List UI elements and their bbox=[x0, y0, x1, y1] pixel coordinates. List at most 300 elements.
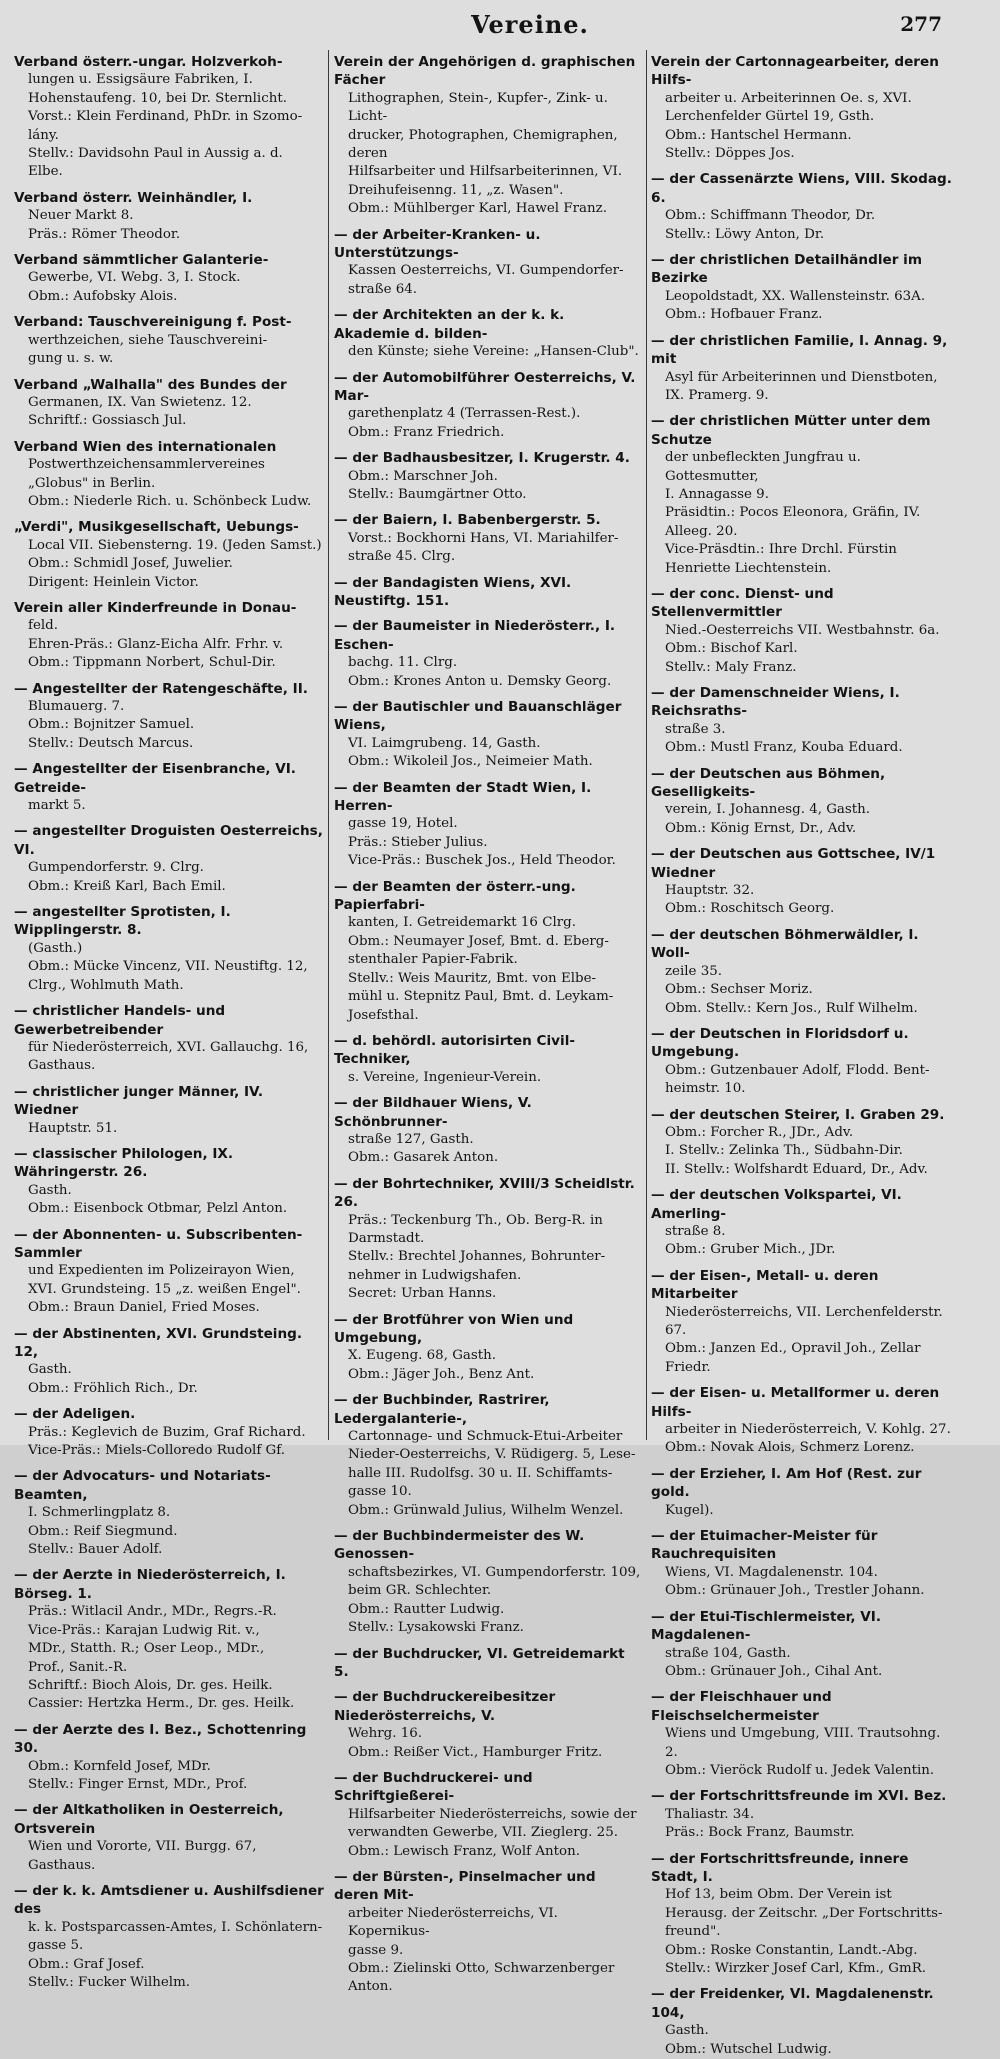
entry-detail-line: lány. bbox=[28, 127, 59, 143]
entry-detail-line: Nieder-Oesterreichs, V. Rüdigerg. 5, Lese- bbox=[348, 1447, 636, 1463]
directory-entry bbox=[14, 438, 324, 512]
entry-detail-line: (Gasth.) bbox=[28, 940, 83, 956]
entry-detail-line: gasse 10. bbox=[348, 1484, 412, 1500]
entry-detail-line: Obm.: König Ernst, Dr., Adv. bbox=[665, 820, 857, 836]
entry-heading: Verband österr. Weinhändler, I. bbox=[14, 189, 253, 206]
directory-entry bbox=[334, 1868, 642, 1997]
directory-entry bbox=[651, 1688, 953, 1780]
directory-entry bbox=[334, 1688, 642, 1762]
entry-heading: Verband sämmtlicher Galanterie- bbox=[14, 252, 269, 269]
entry-detail-line: Vice-Präs.: Miels-Colloredo Rudolf Gf. bbox=[28, 1443, 285, 1459]
entry-heading: — der Bildhauer Wiens, V. Schönbrunner- bbox=[334, 1095, 532, 1130]
entry-detail-line: verwandten Gewerbe, VII. Zieglerg. 25. bbox=[348, 1825, 618, 1841]
entry-detail-line: Germanen, IX. Van Swietenz. 12. bbox=[28, 394, 252, 410]
entry-detail-line: Thaliastr. 34. bbox=[665, 1806, 755, 1822]
entry-detail-line: feld. bbox=[28, 618, 58, 634]
directory-entry bbox=[334, 1645, 642, 1682]
directory-entry bbox=[334, 1175, 642, 1304]
entry-detail-line: lungen u. Essigsäure Fabriken, I. bbox=[28, 72, 253, 88]
entry-heading: — der Badhausbesitzer, I. Krugerstr. 4. bbox=[334, 450, 630, 467]
entry-detail-line: Stellv.: Deutsch Marcus. bbox=[28, 735, 194, 751]
entry-detail-line: Wien und Vororte, VII. Burgg. 67, bbox=[28, 1839, 257, 1855]
entry-heading: — der Deutschen aus Böhmen, Geselligkeits- bbox=[651, 765, 886, 801]
entry-detail-line: Schriftf.: Bioch Alois, Dr. ges. Heilk. bbox=[28, 1677, 273, 1693]
entry-detail-line: Gasth. bbox=[28, 1362, 72, 1378]
entry-detail-line: gasse 19, Hotel. bbox=[348, 816, 458, 832]
entry-detail-line: VI. Laimgrubeng. 14, Gasth. bbox=[348, 735, 541, 751]
entry-detail-line: drucker, Photographen, Chemigraphen, deren bbox=[348, 127, 618, 162]
entry-detail-line: Ehren-Präs.: Glanz-Eicha Alfr. Frhr. v. bbox=[28, 636, 284, 652]
entry-heading: — der Baumeister in Niederösterr., I. Eschen- bbox=[334, 618, 616, 653]
entry-detail-line: Vice-Präs.: Karajan Ludwig Rit. v., bbox=[28, 1622, 260, 1638]
entry-detail-line: Präs.: Bock Franz, Baumstr. bbox=[665, 1825, 855, 1841]
directory-entry bbox=[651, 1527, 953, 1601]
directory-entry bbox=[14, 1801, 324, 1875]
entry-heading: Verband: Tauschvereinigung f. Post- bbox=[14, 314, 292, 331]
entry-detail-line: Obm.: Rautter Ludwig. bbox=[348, 1601, 505, 1617]
directory-entry bbox=[14, 1002, 324, 1076]
entry-detail-line: Obm.: Neumayer Josef, Bmt. d. Eberg- bbox=[348, 933, 609, 949]
directory-entry bbox=[14, 1325, 324, 1399]
entry-detail-line: Gewerbe, VI. Webg. 3, I. Stock. bbox=[28, 270, 241, 286]
directory-entry bbox=[651, 251, 953, 325]
entry-detail-line: Dirigent: Heinlein Victor. bbox=[28, 574, 199, 590]
directory-entry bbox=[334, 306, 642, 361]
entry-detail-line: Obm.: Niederle Rich. u. Schönbeck Ludw. bbox=[28, 493, 312, 509]
entry-detail-line: Obm.: Eisenbock Otbmar, Pelzl Anton. bbox=[28, 1201, 288, 1217]
entry-detail-line: Obm.: Graf Josef. bbox=[28, 1956, 145, 1972]
entry-detail-line: Niederösterreichs, VII. Lerchenfelderstr. 67. bbox=[665, 1304, 943, 1338]
entry-heading: — der Architekten an der k. k. Akademie d. bilden- bbox=[334, 307, 565, 342]
entry-heading: — der Erzieher, I. Am Hof (Rest. zur gold. bbox=[651, 1465, 922, 1501]
entry-heading: — der Advocaturs- und Notariats-Beamten, bbox=[14, 1468, 271, 1503]
column-right bbox=[651, 53, 953, 2057]
entry-detail-line: werthzeichen, siehe Tauschvereini- bbox=[28, 332, 268, 348]
entry-detail-line: Obm.: Roschitsch Georg. bbox=[665, 901, 835, 917]
entry-heading: Verein aller Kinderfreunde in Donau- bbox=[14, 599, 297, 616]
entry-detail-line: Kassen Oesterreichs, VI. Gumpendorfer- bbox=[348, 263, 624, 279]
entry-detail-line: Hof 13, beim Obm. Der Verein ist bbox=[665, 1887, 892, 1903]
entry-detail-line: Obm.: Grünauer Joh., Trestler Johann. bbox=[665, 1583, 925, 1599]
entry-heading: — christlicher Handels- und Gewerbetreibender bbox=[14, 1003, 226, 1038]
directory-entry bbox=[334, 698, 642, 772]
entry-heading: — der Fleischhauer und Fleischselchermeister bbox=[651, 1689, 832, 1724]
directory-entry bbox=[14, 518, 324, 592]
entry-detail-line: Gasthaus. bbox=[28, 1857, 96, 1873]
entry-detail-line: Josefsthal. bbox=[348, 1007, 419, 1023]
entry-detail-line: Obm.: Sechser Moriz. bbox=[665, 982, 813, 998]
entry-detail-line: Obm.: Gutzenbauer Adolf, Flodd. Bent- bbox=[665, 1062, 930, 1078]
entry-heading: — der Bohrtechniker, XVIII/3 Scheidlstr. 26. bbox=[334, 1175, 635, 1211]
entry-detail-line: Präs.: Keglevich de Buzim, Graf Richard. bbox=[28, 1424, 306, 1440]
entry-detail-line: Präs.: Römer Theodor. bbox=[28, 226, 181, 242]
entry-detail-line: gasse 5. bbox=[28, 1938, 84, 1954]
entry-detail-line: straße 104, Gasth. bbox=[665, 1645, 791, 1661]
entry-detail-line: Präs.: Stieber Julius. bbox=[348, 834, 488, 850]
entry-heading: — der Automobilführer Oesterreichs, V. Mar- bbox=[334, 369, 636, 404]
directory-entry bbox=[14, 1226, 324, 1318]
entry-detail-line: Präsidtin.: Pocos Eleonora, Gräfin, IV. bbox=[665, 505, 921, 521]
entry-heading: — der Cassenärzte Wiens, VIII. Skodag. 6. bbox=[651, 171, 952, 206]
directory-entry bbox=[334, 53, 642, 219]
entry-detail-line: Stellv.: Weis Mauritz, Bmt. von Elbe- bbox=[348, 970, 597, 986]
entry-detail-line: straße 45. Clrg. bbox=[348, 549, 456, 565]
entry-detail-line: straße 64. bbox=[348, 281, 418, 297]
entry-detail-line: Alleeg. 20. bbox=[665, 523, 738, 539]
entry-heading: Verband Wien des internationalen bbox=[14, 438, 277, 455]
entry-heading: — der deutschen Böhmerwäldler, I. Woll- bbox=[651, 926, 919, 962]
entry-heading: — der Beamten der Stadt Wien, I. Herren- bbox=[334, 779, 592, 815]
entry-heading: — der Baiern, I. Babenbergerstr. 5. bbox=[334, 512, 601, 529]
entry-heading: — der Abstinenten, XVI. Grundsteing. 12, bbox=[14, 1325, 303, 1360]
entry-detail-line: der unbefleckten Jungfrau u. Gottesmutter, bbox=[665, 450, 861, 484]
directory-entry bbox=[651, 1186, 953, 1260]
entry-detail-line: MDr., Statth. R.; Oser Leop., MDr., bbox=[28, 1641, 265, 1657]
directory-entry bbox=[651, 170, 953, 244]
entry-detail-line: Stellv.: Bauer Adolf. bbox=[28, 1542, 163, 1558]
directory-entry bbox=[14, 822, 324, 896]
directory-entry bbox=[651, 1787, 953, 1842]
entry-detail-line: garethenplatz 4 (Terrassen-Rest.). bbox=[348, 406, 581, 422]
entry-detail-line: Obm.: Wutschel Ludwig. bbox=[665, 2041, 832, 2057]
column-divider bbox=[328, 50, 329, 1440]
directory-entry bbox=[651, 1608, 953, 1682]
entry-detail-line: Obm.: Schiffmann Theodor, Dr. bbox=[665, 208, 876, 224]
directory-entry bbox=[651, 1025, 953, 1099]
entry-heading: — der Etuimacher-Meister für Rauchrequisiten bbox=[651, 1528, 878, 1563]
directory-entry bbox=[14, 251, 324, 306]
entry-detail-line: Obm.: Novak Alois, Schmerz Lorenz. bbox=[665, 1440, 915, 1456]
directory-entry bbox=[651, 684, 953, 758]
directory-entry bbox=[651, 412, 953, 578]
entry-detail-line: Gasthaus. bbox=[28, 1058, 96, 1074]
entry-heading: — der christlichen Familie, I. Annag. 9, mit bbox=[651, 332, 948, 368]
entry-heading: — der Arbeiter-Kranken- u. Unterstützungs- bbox=[334, 226, 541, 262]
entry-detail-line: straße 3. bbox=[665, 721, 726, 737]
entry-detail-line: Präs.: Teckenburg Th., Ob. Berg-R. in bbox=[348, 1212, 603, 1228]
entry-detail-line: zeile 35. bbox=[665, 963, 723, 979]
entry-detail-line: gung u. s. w. bbox=[28, 351, 114, 367]
entry-detail-line: Hilfsarbeiter Niederösterreichs, sowie der bbox=[348, 1806, 637, 1822]
entry-detail-line: Lerchenfelder Gürtel 19, Gsth. bbox=[665, 109, 875, 125]
entry-detail-line: Obm.: Vieröck Rudolf u. Jedek Valentin. bbox=[665, 1762, 935, 1778]
entry-detail-line: Obm.: Reißer Vict., Hamburger Fritz. bbox=[348, 1744, 603, 1760]
column-left bbox=[14, 53, 324, 1990]
directory-entry bbox=[334, 1311, 642, 1385]
entry-detail-line: mühl u. Stepnitz Paul, Bmt. d. Leykam- bbox=[348, 989, 614, 1005]
entry-detail-line: Obm.: Hantschel Hermann. bbox=[665, 127, 852, 143]
entry-heading: — der Buchbinder, Rastrirer, Ledergalanterie-, bbox=[334, 1392, 550, 1427]
entry-detail-line: Henriette Liechtenstein. bbox=[665, 560, 832, 576]
entry-detail-line: für Niederösterreich, XVI. Gallauchg. 16, bbox=[28, 1039, 309, 1055]
entry-heading: Verband „Walhalla" des Bundes der bbox=[14, 376, 287, 393]
entry-detail-line: Hilfsarbeiter und Hilfsarbeiterinnen, VI. bbox=[348, 164, 623, 180]
entry-detail-line: Hohenstaufeng. 10, bei Dr. Sternlicht. bbox=[28, 90, 287, 106]
entry-heading: — angestellter Sprotisten, I. Wipplingerstr. 8. bbox=[14, 904, 231, 939]
entry-detail-line: Local VII. Siebensterng. 19. (Jeden Samst.) bbox=[28, 537, 322, 553]
entry-detail-line: Obm.: Mücke Vincenz, VII. Neustiftg. 12, bbox=[28, 959, 308, 975]
entry-detail-line: Stellv.: Fucker Wilhelm. bbox=[28, 1975, 191, 1990]
directory-entry bbox=[14, 1566, 324, 1713]
entry-detail-line: Wiens und Umgebung, VIII. Trautsohng. 2. bbox=[665, 1726, 941, 1760]
entry-heading: — der Buchbindermeister des W. Genossen- bbox=[334, 1528, 585, 1563]
entry-detail-line: Obm. Stellv.: Kern Jos., Rulf Wilhelm. bbox=[665, 1000, 918, 1016]
entry-detail-line: Obm.: Zielinski Otto, Schwarzenberger bbox=[348, 1961, 615, 1976]
entry-detail-line: Vice-Präs.: Buschek Jos., Held Theodor. bbox=[348, 853, 616, 869]
entry-detail-line: Obm.: Kreiß Karl, Bach Emil. bbox=[28, 878, 226, 894]
entry-detail-line: halle III. Rudolfsg. 30 u. II. Schiffamts- bbox=[348, 1465, 613, 1481]
directory-entry bbox=[14, 1083, 324, 1138]
directory-entry bbox=[651, 1267, 953, 1377]
entry-detail-line: schaftsbezirkes, VI. Gumpendorferstr. 109, bbox=[348, 1564, 641, 1580]
entry-heading: — der conc. Dienst- und Stellenvermittler bbox=[651, 585, 834, 621]
entry-detail-line: Stellv.: Finger Ernst, MDr., Prof. bbox=[28, 1776, 248, 1792]
directory-entry bbox=[14, 903, 324, 995]
entry-detail-line: Hauptstr. 51. bbox=[28, 1120, 118, 1136]
entry-detail-line: Obm.: Marschner Joh. bbox=[348, 468, 498, 484]
directory-entry bbox=[14, 599, 324, 673]
directory-entry bbox=[651, 1384, 953, 1458]
entry-detail-line: den Künste; siehe Vereine: „Hansen-Club". bbox=[348, 344, 639, 360]
directory-entry bbox=[334, 449, 642, 504]
entry-detail-line: Obm.: Tippmann Norbert, Schul-Dir. bbox=[28, 655, 276, 671]
entry-detail-line: Obm.: Forcher R., JDr., Adv. bbox=[665, 1124, 854, 1140]
entry-detail-line: Obm.: Gasarek Anton. bbox=[348, 1150, 499, 1166]
directory-entry bbox=[14, 760, 324, 815]
entry-detail-line: heimstr. 10. bbox=[665, 1081, 746, 1097]
entry-detail-line: nehmer in Ludwigshafen. bbox=[348, 1267, 522, 1283]
entry-heading: — der Abonnenten- u. Subscribenten-Sammler bbox=[14, 1226, 303, 1261]
entry-heading: — der Fortschrittsfreunde im XVI. Bez. bbox=[651, 1788, 947, 1805]
entry-detail-line: Stellv.: Davidsohn Paul in Aussig a. d. bbox=[28, 146, 283, 162]
entry-heading: — der Aerzte in Niederösterreich, I. Börseg. 1. bbox=[14, 1567, 286, 1602]
entry-heading: — der Bautischler und Bauanschläger Wiens, bbox=[334, 699, 622, 734]
entry-detail-line: Gasth. bbox=[28, 1182, 72, 1198]
entry-heading: — der Buchdruckereibesitzer Niederösterreichs, V. bbox=[334, 1689, 556, 1724]
entry-heading: — der Adeligen. bbox=[14, 1406, 136, 1423]
entry-detail-line: Wiens, VI. Magdalenenstr. 104. bbox=[665, 1564, 878, 1580]
directory-entry bbox=[334, 1769, 642, 1861]
entry-detail-line: Leopoldstadt, XX. Wallensteinstr. 63A. bbox=[665, 288, 926, 304]
directory-entry bbox=[14, 1467, 324, 1559]
directory-entry bbox=[651, 926, 953, 1018]
entry-detail-line: Vorst.: Klein Ferdinand, PhDr. in Szomo- bbox=[28, 109, 303, 125]
entry-detail-line: Stellv.: Maly Franz. bbox=[665, 659, 797, 675]
entry-detail-line: Obm.: Schmidl Josef, Juwelier. bbox=[28, 556, 233, 572]
entry-detail-line: arbeiter in Niederösterreich, V. Kohlg. 27. bbox=[665, 1422, 951, 1438]
directory-entry bbox=[334, 779, 642, 871]
entry-heading: Verband österr.-ungar. Holzverkoh- bbox=[14, 54, 283, 70]
entry-detail-line: Stellv.: Baumgärtner Otto. bbox=[348, 486, 527, 502]
entry-heading: — der Buchdruckerei- und Schriftgießerei- bbox=[334, 1769, 533, 1805]
entry-detail-line: stenthaler Papier-Fabrik. bbox=[348, 952, 518, 968]
directory-entry bbox=[334, 878, 642, 1025]
directory-entry bbox=[651, 585, 953, 677]
entry-detail-line: Obm.: Bischof Karl. bbox=[665, 641, 798, 657]
entry-heading: — der christlichen Mütter unter dem Schutze bbox=[651, 413, 931, 448]
entry-heading: — der christlichen Detailhändler im Bezirke bbox=[651, 252, 922, 287]
directory-entry bbox=[334, 226, 642, 300]
entry-heading: — Angestellter der Ratengeschäfte, II. bbox=[14, 680, 308, 697]
entry-detail-line: Obm.: Gruber Mich., JDr. bbox=[665, 1242, 836, 1258]
directory-entry bbox=[334, 1527, 642, 1637]
entry-detail-line: II. Stellv.: Wolfshardt Eduard, Dr., Adv. bbox=[665, 1161, 928, 1177]
entry-heading: — classischer Philologen, IX. Währingerstr. 26. bbox=[14, 1145, 234, 1181]
entry-detail-line: Cartonnage- und Schmuck-Etui-Arbeiter bbox=[348, 1429, 623, 1445]
entry-heading: — der Buchdrucker, VI. Getreidemarkt 5. bbox=[334, 1645, 625, 1680]
directory-entry bbox=[334, 1391, 642, 1520]
entry-detail-line: „Globus" in Berlin. bbox=[28, 475, 156, 491]
directory-entry bbox=[651, 1465, 953, 1520]
entry-detail-line: Stellv.: Lysakowski Franz. bbox=[348, 1620, 524, 1636]
entry-detail-line: Blumauerg. 7. bbox=[28, 699, 125, 714]
entry-heading: — Angestellter der Eisenbranche, VI. Getreide- bbox=[14, 761, 296, 796]
entry-detail-line: gasse 9. bbox=[348, 1942, 404, 1958]
entry-detail-line: Obm.: Fröhlich Rich., Dr. bbox=[28, 1380, 198, 1396]
directory-entry bbox=[14, 1721, 324, 1795]
entry-detail-line: verein, I. Johannesg. 4, Gasth. bbox=[665, 802, 871, 818]
directory-entry bbox=[651, 332, 953, 406]
entry-heading: — angestellter Droguisten Oesterreichs, VI. bbox=[14, 823, 323, 858]
directory-entry bbox=[14, 1145, 324, 1219]
entry-heading: — d. behördl. autorisirten Civil-Techniker, bbox=[334, 1032, 576, 1068]
entry-heading: Verein der Angehörigen d. graphischen Fächer bbox=[334, 54, 636, 89]
entry-heading: — der Eisen- u. Metallformer u. deren Hilfs- bbox=[651, 1385, 940, 1420]
directory-entry bbox=[14, 1405, 324, 1460]
directory-entry bbox=[651, 1850, 953, 1979]
entry-detail-line: s. Vereine, Ingenieur-Verein. bbox=[348, 1069, 542, 1085]
entry-detail-line: kanten, I. Getreidemarkt 16 Clrg. bbox=[348, 915, 576, 931]
entry-detail-line: Obm.: Kornfeld Josef, MDr. bbox=[28, 1758, 211, 1774]
entry-detail-line: bachg. 11. Clrg. bbox=[348, 655, 458, 671]
entry-heading: — der deutschen Steirer, I. Graben 29. bbox=[651, 1106, 945, 1123]
entry-detail-line: Obm.: Wikoleil Jos., Neimeier Math. bbox=[348, 754, 593, 770]
directory-entry bbox=[651, 1985, 953, 2059]
page-title: Vereine. bbox=[471, 10, 589, 39]
directory-entry bbox=[334, 574, 642, 611]
entry-detail-line: straße 8. bbox=[665, 1223, 726, 1239]
entry-heading: — der Freidenker, VI. Magdalenenstr. 104, bbox=[651, 1986, 934, 2021]
entry-detail-line: Schriftf.: Gossiasch Jul. bbox=[28, 413, 187, 429]
entry-detail-line: Obm.: Krones Anton u. Demsky Georg. bbox=[348, 673, 612, 689]
entry-detail-line: Herausg. der Zeitschr. „Der Fortschritts- bbox=[665, 1905, 943, 1921]
entry-detail-line: Cassier: Hertzka Herm., Dr. ges. Heilk. bbox=[28, 1696, 295, 1712]
entry-detail-line: Obm.: Roske Constantin, Landt.-Abg. bbox=[665, 1942, 918, 1958]
directory-entry bbox=[334, 369, 642, 443]
entry-detail-line: Obm.: Jäger Joh., Benz Ant. bbox=[348, 1366, 535, 1382]
directory-entry bbox=[334, 1032, 642, 1087]
entry-detail-line: Obm.: Mustl Franz, Kouba Eduard. bbox=[665, 740, 903, 756]
directory-entry bbox=[14, 680, 324, 754]
entry-detail-line: Obm.: Braun Daniel, Fried Moses. bbox=[28, 1300, 260, 1316]
entry-detail-line: Neuer Markt 8. bbox=[28, 208, 134, 224]
entry-detail-line: Vice-Präsdtin.: Ihre Drchl. Fürstin bbox=[665, 542, 897, 558]
column-divider bbox=[646, 50, 647, 1440]
entry-heading: — der Deutschen in Floridsdorf u. Umgebung. bbox=[651, 1025, 909, 1061]
entry-detail-line: Anton. bbox=[348, 1979, 393, 1995]
entry-detail-line: Elbe. bbox=[28, 164, 63, 180]
page-header bbox=[0, 10, 1000, 40]
entry-heading: — der Altkatholiken in Oesterreich, Ortsverein bbox=[14, 1802, 284, 1837]
entry-detail-line: Obm.: Bojnitzer Samuel. bbox=[28, 717, 195, 733]
entry-detail-line: Kugel). bbox=[665, 1502, 714, 1518]
directory-entry bbox=[334, 617, 642, 691]
entry-detail-line: I. Annagasse 9. bbox=[665, 486, 769, 502]
entry-heading: „Verdi", Musikgesellschaft, Uebungs- bbox=[14, 519, 299, 536]
entry-detail-line: Obm.: Janzen Ed., Opravil Joh., Zellar bbox=[665, 1341, 921, 1357]
entry-detail-line: Darmstadt. bbox=[348, 1230, 425, 1246]
entry-detail-line: markt 5. bbox=[28, 798, 86, 814]
entry-detail-line: XVI. Grundsteing. 15 „z. weißen Engel". bbox=[28, 1281, 301, 1297]
directory-entry bbox=[651, 845, 953, 919]
entry-heading: — der Aerzte des I. Bez., Schottenring 30. bbox=[14, 1721, 307, 1757]
entry-heading: — der Deutschen aus Gottschee, IV/1 Wiedner bbox=[651, 846, 936, 881]
entry-detail-line: Wehrg. 16. bbox=[348, 1726, 423, 1742]
entry-detail-line: und Expedienten im Polizeirayon Wien, bbox=[28, 1263, 295, 1279]
directory-entry bbox=[651, 765, 953, 839]
entry-heading: — der Etui-Tischlermeister, VI. Magdalenen- bbox=[651, 1608, 882, 1644]
entry-detail-line: Gasth. bbox=[665, 2023, 709, 2039]
entry-detail-line: Hauptstr. 32. bbox=[665, 883, 755, 899]
entry-detail-line: Friedr. bbox=[665, 1359, 711, 1375]
directory-entry bbox=[14, 53, 324, 182]
entry-detail-line: Stellv.: Döppes Jos. bbox=[665, 146, 795, 162]
entry-heading: — der Bürsten-, Pinselmacher und deren Mit- bbox=[334, 1868, 596, 1904]
entry-detail-line: Obm.: Lewisch Franz, Wolf Anton. bbox=[348, 1843, 580, 1859]
entry-detail-line: Secret: Urban Hanns. bbox=[348, 1286, 497, 1302]
entry-detail-line: Obm.: Franz Friedrich. bbox=[348, 424, 505, 440]
entry-heading: — der k. k. Amtsdiener u. Aushilfsdiener des bbox=[14, 1882, 324, 1918]
directory-entry bbox=[14, 376, 324, 431]
entry-detail-line: straße 127, Gasth. bbox=[348, 1131, 474, 1147]
entry-detail-line: Obm.: Reif Siegmund. bbox=[28, 1523, 178, 1539]
directory-entry bbox=[334, 1094, 642, 1168]
entry-detail-line: Prof., Sanit.-R. bbox=[28, 1659, 128, 1675]
directory-entry bbox=[14, 313, 324, 368]
directory-entry bbox=[334, 511, 642, 566]
column-middle bbox=[334, 53, 642, 1995]
directory-entry bbox=[14, 1882, 324, 1992]
entry-detail-line: Asyl für Arbeiterinnen und Dienstboten, bbox=[665, 369, 938, 385]
directory-entry bbox=[14, 189, 324, 244]
entry-detail-line: Nied.-Oesterreichs VII. Westbahnstr. 6a. bbox=[665, 622, 940, 638]
entry-detail-line: Obm.: Grünwald Julius, Wilhelm Wenzel. bbox=[348, 1502, 624, 1518]
page-number: 277 bbox=[900, 12, 942, 36]
entry-heading: — der Fortschrittsfreunde, innere Stadt, I. bbox=[651, 1850, 909, 1885]
entry-detail-line: X. Eugeng. 68, Gasth. bbox=[348, 1348, 497, 1364]
entry-detail-line: Dreihufeisenng. 11, „z. Wasen". bbox=[348, 182, 564, 198]
directory-entry bbox=[651, 1106, 953, 1180]
entry-detail-line: Obm.: Grünauer Joh., Cihal Ant. bbox=[665, 1663, 883, 1679]
entry-detail-line: I. Stellv.: Zelinka Th., Südbahn-Dir. bbox=[665, 1143, 903, 1159]
entry-detail-line: freund". bbox=[665, 1924, 721, 1940]
entry-heading: Verein der Cartonnagearbeiter, deren Hilfs- bbox=[651, 54, 939, 89]
entry-detail-line: beim GR. Schlechter. bbox=[348, 1583, 492, 1599]
directory-entry bbox=[651, 53, 953, 163]
entry-detail-line: arbeiter u. Arbeiterinnen Oe. s, XVI. bbox=[665, 90, 912, 106]
entry-detail-line: Stellv.: Brechtel Johannes, Bohrunter- bbox=[348, 1249, 606, 1265]
entry-detail-line: Postwerthzeichensammlervereines bbox=[28, 457, 265, 473]
entry-detail-line: Stellv.: Wirzker Josef Carl, Kfm., GmR. bbox=[665, 1961, 927, 1976]
entry-heading: — der Damenschneider Wiens, I. Reichsraths- bbox=[651, 685, 900, 720]
entry-detail-line: I. Schmerlingplatz 8. bbox=[28, 1505, 171, 1521]
entry-detail-line: arbeiter Niederösterreichs, VI. Kopernikus- bbox=[348, 1905, 558, 1940]
entry-detail-line: IX. Pramerg. 9. bbox=[665, 387, 769, 403]
entry-heading: — der Eisen-, Metall- u. deren Mitarbeiter bbox=[651, 1267, 879, 1303]
entry-detail-line: Clrg., Wohlmuth Math. bbox=[28, 977, 184, 993]
entry-detail-line: Obm.: Aufobsky Alois. bbox=[28, 288, 178, 304]
entry-detail-line: Obm.: Hofbauer Franz. bbox=[665, 307, 823, 323]
